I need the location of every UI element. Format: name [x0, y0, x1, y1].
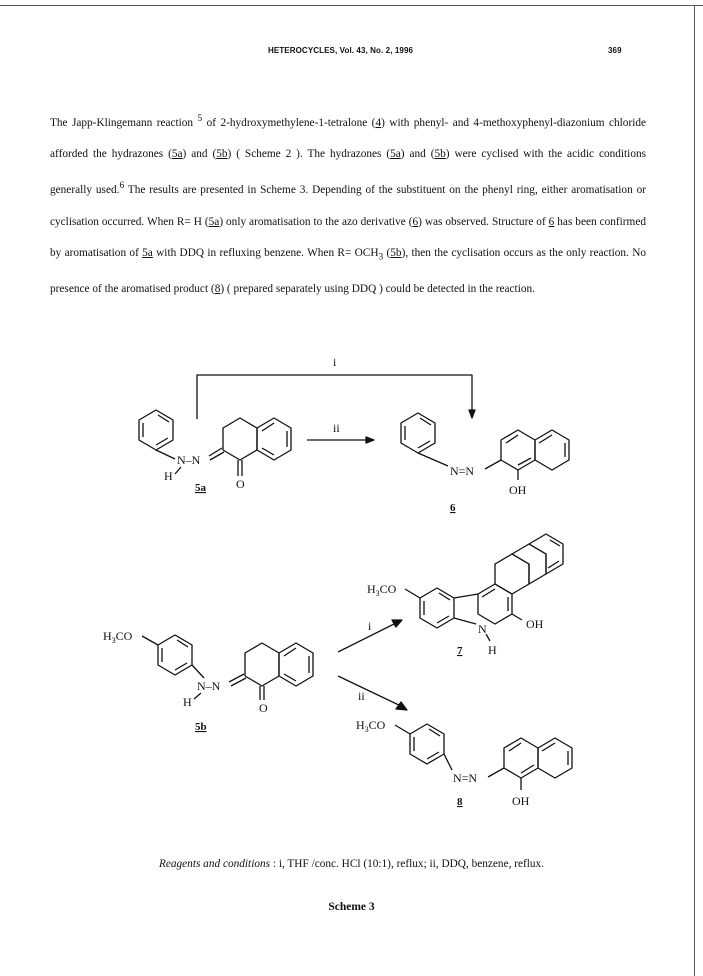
carbazole-ring-b — [478, 584, 512, 624]
nh-hydrogen-label: H — [183, 695, 192, 709]
naphthol-ring-a — [501, 430, 535, 470]
journal-citation: HETEROCYCLES, Vol. 43, No. 2, 1996 — [268, 46, 414, 55]
scheme-title: Scheme 3 — [328, 901, 375, 913]
arrow-route-ii — [307, 421, 374, 443]
compound-ref-8: 8 — [214, 283, 221, 296]
benzo-ring — [257, 418, 291, 460]
compound-ref-6: 6 — [412, 215, 419, 228]
nitrogen-label: N — [478, 622, 487, 636]
arrow-label-i: i — [368, 619, 372, 633]
hydroxyl-label: OH — [512, 794, 530, 808]
compound-label-8: 8 — [457, 796, 463, 808]
methoxy-label: $H_3CO$ — [103, 629, 133, 645]
arrow-route-i — [197, 355, 475, 419]
azo-label: N=N — [453, 771, 478, 785]
reference-6: 6 — [119, 181, 125, 192]
caption-label: Reagents and conditions — [158, 858, 271, 870]
compound-ref-4: 4 — [375, 116, 382, 129]
compound-label-5a: 5a — [195, 482, 206, 494]
structure-5a — [139, 410, 291, 494]
compound-ref-5a: 5a — [171, 148, 183, 161]
carbazole-ring-c — [495, 554, 529, 594]
phenyl-ring — [139, 410, 173, 450]
arrow-label-ii: ii — [333, 421, 340, 435]
methoxy-label: $H_3CO$ — [367, 582, 397, 598]
anisyl-ring — [410, 724, 444, 764]
scheme-caption — [0, 858, 703, 870]
structure-8 — [356, 718, 572, 808]
compound-ref-5a: 5a — [208, 215, 220, 228]
compound-ref-5b: 5b — [434, 148, 446, 161]
compound-ref-5b: 5b — [216, 148, 228, 161]
arrow-route-i-lower — [338, 619, 402, 652]
phenyl-ring — [401, 413, 435, 453]
compound-ref-5a: 5a — [390, 148, 401, 161]
benzo-ring — [279, 643, 313, 686]
arrow-label-ii: ii — [358, 689, 365, 703]
naphthol-ring-a — [504, 738, 538, 778]
compound-label-7: 7 — [457, 645, 463, 657]
anisyl-ring — [158, 635, 192, 675]
hydrazone-nn-label: N–N — [197, 679, 221, 693]
hydroxyl-label: OH — [509, 483, 527, 497]
carbazole-ring-d — [529, 534, 563, 574]
compound-label-6: 6 — [450, 502, 456, 514]
compound-ref-6: 6 — [548, 215, 555, 228]
nh-hydrogen-label: H — [488, 643, 497, 657]
compound-ref-5b: 5b — [390, 247, 402, 260]
structure-5b — [103, 629, 313, 733]
structure-7 — [367, 534, 563, 657]
naphthol-ring-b — [535, 430, 569, 470]
compound-label-5b: 5b — [195, 721, 207, 733]
paragraph-text: The Japp-Klingemann reaction $^5$ of 2-hydroxymethylene-1-tetralone (4) with phenyl- and 4-methoxyphenyl-diazonium chloride afforded the hydrazones (5a) and (5b) ( Scheme 2 ). The hydrazones (5a) and (5b) were cyclised with the acidic conditions generally used.$^6$ The results are presented in Scheme 3. Depending of the substituent on the phenyl ring, either aromatisation or cyclisation occurred. When R= H (5a) only aromatisation to the azo derivative (6) was observed. Structure of 6 has been confirmed by aromatisation of 5a with DDQ in refluxing benzene. When $R= OCH_3$ (5b), then the cyclisation occurs as the only reaction. No presence of the aromatised product (8) ( prepared separately using DDQ ) could be detected in the reaction. — [50, 114, 647, 296]
page-number: 369 — [608, 46, 622, 55]
caption-text: : i, THF /conc. HCl (10:1), reflux; ii, DDQ, benzene, reflux. — [270, 858, 545, 870]
reference-5: 5 — [197, 114, 203, 124]
structure-6 — [401, 413, 569, 514]
carbazole-ring-a — [420, 588, 454, 628]
hydrazone-nn-label: N–N — [177, 453, 201, 467]
compound-ref-5a: 5a — [142, 247, 153, 260]
methoxy-label: $H_3CO$ — [356, 718, 386, 734]
carbonyl-oxygen-label: O — [236, 477, 245, 491]
azo-label: N=N — [450, 464, 475, 478]
arrow-route-ii-lower — [338, 676, 407, 710]
naphthol-ring-b — [538, 738, 572, 778]
hydroxyl-label: OH — [526, 617, 544, 631]
nh-hydrogen-label: H — [164, 469, 173, 483]
arrow-label-i: i — [333, 355, 337, 369]
carbonyl-oxygen-label: O — [259, 701, 268, 715]
